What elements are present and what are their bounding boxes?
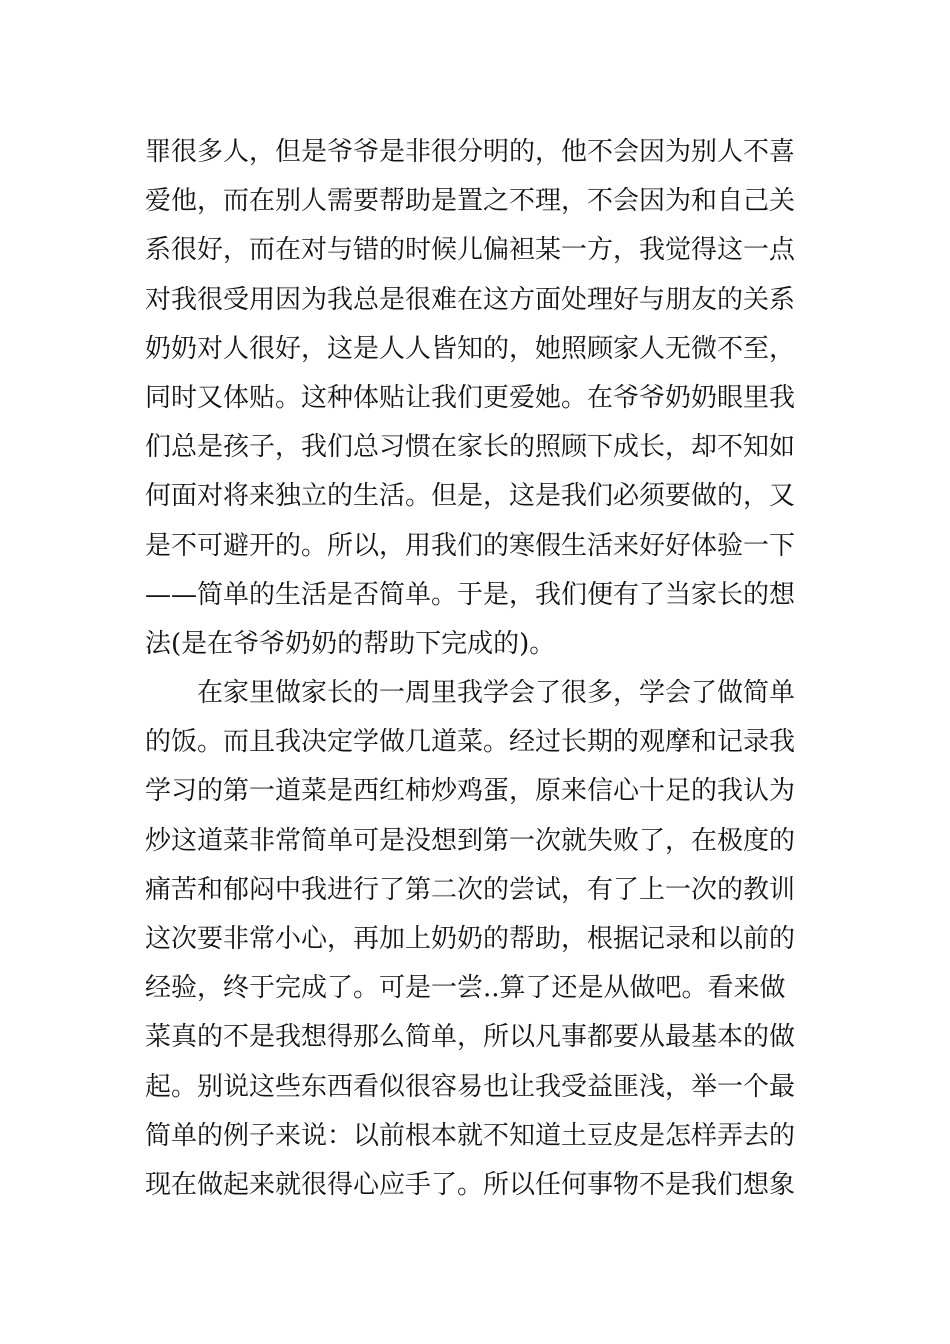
text-line: 系很好，而在对与错的时候儿偏袒某一方，我觉得这一点 (145, 235, 796, 266)
text-line: 炒这道菜非常简单可是没想到第一次就失败了，在极度的 (145, 825, 796, 856)
text-line: 经验，终于完成了。可是一尝..算了还是从做吧。看来做 (145, 973, 786, 1004)
text-line: 罪很多人，但是爷爷是非很分明的，他不会因为别人不喜 (145, 137, 796, 167)
text-line: 的饭。而且我决定学做几道菜。经过长期的观摩和记录我 (145, 727, 796, 758)
text-line: 这次要非常小心，再加上奶奶的帮助，根据记录和以前的 (145, 924, 796, 954)
text-line: 同时又体贴。这种体贴让我们更爱她。在爷爷奶奶眼里我 (145, 382, 796, 413)
text-line: 们总是孩子，我们总习惯在家长的照顾下成长，却不知如 (145, 432, 796, 463)
text-line: 对我很受用因为我总是很难在这方面处理好与朋友的关系 (145, 284, 796, 315)
body-text (145, 128, 810, 1210)
text-line: 痛苦和郁闷中我进行了第二次的尝试，有了上一次的教训 (145, 874, 796, 905)
text-line: ——简单的生活是否简单。于是，我们便有了当家长的想 (145, 579, 796, 610)
text-line: 法(是在爷爷奶奶的帮助下完成的)。 (145, 628, 556, 659)
paragraph-first-line: 在家里做家长的一周里我学会了很多，学会了做简单 (197, 678, 796, 709)
text-line: 现在做起来就很得心应手了。所以任何事物不是我们想象 (145, 1169, 796, 1200)
text-line: 学习的第一道菜是西红柿炒鸡蛋，原来信心十足的我认为 (145, 776, 796, 807)
text-line: 奶奶对人很好，这是人人皆知的，她照顾家人无微不至， (145, 333, 796, 364)
text-line: 简单的例子来说：以前根本就不知道土豆皮是怎样弄去的 (145, 1120, 796, 1151)
text-line: 起。别说这些东西看似很容易也让我受益匪浅，举一个最 (145, 1071, 796, 1102)
text-line: 何面对将来独立的生活。但是，这是我们必须要做的，又 (145, 481, 796, 512)
text-line: 是不可避开的。所以，用我们的寒假生活来好好体验一下 (145, 530, 796, 561)
text-line: 菜真的不是我想得那么简单，所以凡事都要从最基本的做 (145, 1022, 796, 1053)
text-line: 爱他，而在别人需要帮助是置之不理，不会因为和自己关 (145, 186, 796, 217)
